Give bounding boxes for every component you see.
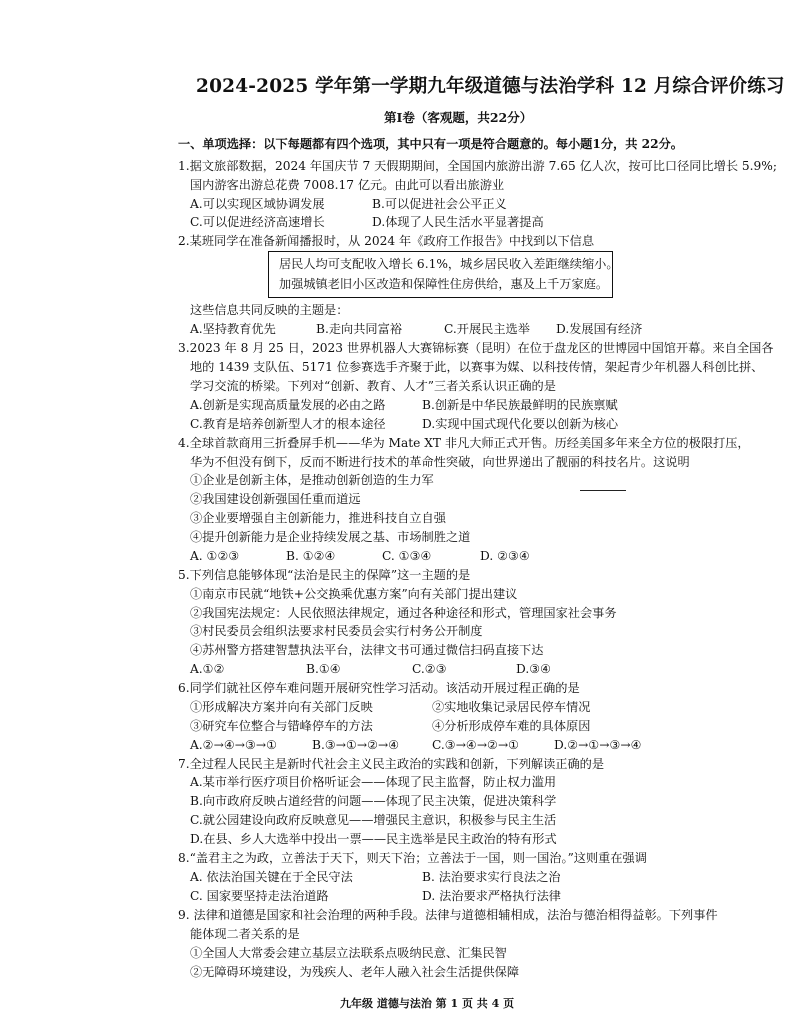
exam-title: 2024-2025 学年第一学期九年级道德与法治学科 12 月综合评价练习 [196, 76, 785, 97]
q9-item: ①全国人大常委会建立基层立法联系点吸纳民意、汇集民智 [190, 946, 507, 960]
q9-stem-line: 能体现二者关系的是 [190, 927, 300, 941]
q4-item: ③企业要增强自主创新能力，推进科技自立自强 [190, 511, 446, 525]
q4-stem-line: 4.全球首款商用三折叠屏手机——华为 Mate XT 非凡大师正式开售。历经美国多年来全方位的极限打压， [178, 436, 750, 450]
q3-option-d: D.实现中国式现代化要以创新为核心 [422, 417, 619, 431]
q6-item: ②实地收集记录居民停车情况 [432, 700, 591, 714]
q4-option-d: D. ②③④ [480, 549, 530, 563]
q4-item: ④提升创新能力是企业持续发展之基、市场制胜之道 [190, 530, 471, 544]
q2-box-line: 居民人均可支配收入增长 6.1%，城乡居民收入差距继续缩小。 [279, 257, 619, 271]
q4-option-c: C. ①③④ [382, 549, 432, 563]
q8-option-b: B. 法治要求实行良法之治 [422, 870, 561, 884]
q6-option-b: B.③→①→②→④ [312, 738, 400, 752]
q6-item: ①形成解决方案并向有关部门反映 [190, 700, 373, 714]
q6-option-d: D.②→①→③→④ [554, 738, 642, 752]
q7-option-b: B.向市政府反映占道经营的问题——体现了民主决策，促进决策科学 [190, 794, 557, 808]
q7-stem: 7.全过程人民民主是新时代社会主义民主政治的实践和创新，下列解读正确的是 [178, 757, 605, 771]
q1-option-c: C.可以促进经济高速增长 [190, 215, 325, 229]
q1-stem-line: 1.据文旅部数据，2024 年国庆节 7 天假期期间，全国国内旅游出游 7.65 亿人次，按可比口径同比增长 5.9%; [178, 159, 777, 173]
q1-option-a: A.可以实现区域协调发展 [190, 197, 325, 211]
q1-option-b: B.可以促进社会公平正义 [372, 197, 507, 211]
q4-item: ①企业是创新主体，是推动创新创造的生力军 [190, 473, 434, 487]
q2-box-line: 加强城镇老旧小区改造和保障性住房供给，惠及上千万家庭。 [279, 277, 609, 291]
q7-option-c: C.就公园建设向政府反映意见——增强民主意识，积极参与民主生活 [190, 813, 557, 827]
q6-option-c: C.③→④→②→① [432, 738, 520, 752]
q8-stem: 8.“盖君主之为政，立善法于天下，则天下治；立善法于一国，则一国治。”这则重在强调 [178, 851, 647, 865]
answer-blank-line [580, 490, 626, 491]
q7-option-d: D.在县、乡人大选举中投出一票——民主选举是民主政治的特有形式 [190, 832, 557, 846]
q6-item: ④分析形成停车难的具体原因 [432, 719, 591, 733]
q5-item: ③村民委员会组织法要求村民委员会实行村务公开制度 [190, 624, 483, 638]
q8-option-d: D. 法治要求严格执行法律 [422, 889, 561, 903]
q4-option-a: A. ①②③ [190, 549, 240, 563]
q2-option-c: C.开展民主选举 [444, 322, 530, 336]
q5-item: ②我国宪法规定：人民依照法律规定，通过各种途径和形式，管理国家社会事务 [190, 606, 617, 620]
q3-option-c: C.教育是培养创新型人才的根本途径 [190, 417, 386, 431]
q3-option-a: A.创新是实现高质量发展的必由之路 [190, 398, 386, 412]
q2-option-b: B.走向共同富裕 [316, 322, 402, 336]
q3-stem-line: 地的 1439 支队伍、5171 位参赛选手齐聚于此，以赛事为媒、以科技传情，架起青少年机器人科创比拼、 [190, 360, 764, 374]
q6-stem: 6.同学们就社区停车难问题开展研究性学习活动。该活动开展过程正确的是 [178, 681, 580, 695]
q3-option-b: B.创新是中华民族最鲜明的民族禀赋 [422, 398, 618, 412]
q1-stem-line: 国内游客出游总花费 7008.17 亿元。由此可以看出旅游业 [190, 178, 505, 192]
q3-stem-line: 学习交流的桥梁。下列对“创新、教育、人才”三者关系认识正确的是 [190, 379, 556, 393]
exam-subtitle: 第Ⅰ卷（客观题，共22分） [384, 110, 533, 125]
q2-info-box [268, 251, 619, 298]
q2-stem: 2.某班同学在准备新闻播报时，从 2024 年《政府工作报告》中找到以下信息 [178, 234, 595, 248]
q9-item: ②无障碍环境建设，为残疾人、老年人融入社会生活提供保障 [190, 965, 520, 979]
q6-option-a: A.②→④→③→① [190, 738, 278, 752]
q5-item: ④苏州警方搭建智慧执法平台，法律文书可通过微信扫码直接下达 [190, 643, 544, 657]
q5-option-d: D.③④ [516, 662, 552, 676]
q2-option-a: A.坚持教育优先 [190, 322, 276, 336]
q5-option-c: C.②③ [412, 662, 447, 676]
q5-item: ①南京市民就“地铁+公交换乘优惠方案”向有关部门提出建议 [190, 587, 518, 601]
q4-item: ②我国建设创新强国任重而道远 [190, 492, 361, 506]
q5-option-b: B.①④ [306, 662, 341, 676]
q6-item: ③研究车位整合与错峰停车的方法 [190, 719, 373, 733]
q7-option-a: A.某市举行医疗项目价格听证会——体现了民主监督，防止权力滥用 [190, 775, 557, 789]
q3-stem-line: 3.2023 年 8 月 25 日，2023 世界机器人大赛锦标赛（昆明）在位于盘龙区的世博园中国馆开幕。来自全国各 [178, 341, 774, 355]
q5-stem: 5.下列信息能够体现“法治是民主的保障”这一主题的是 [178, 568, 471, 582]
q8-option-a: A. 依法治国关键在于全民守法 [190, 870, 353, 884]
q2-option-d: D.发展国有经济 [556, 322, 643, 336]
q5-option-a: A.①② [190, 662, 225, 676]
page-footer: 九年级 道德与法治 第 1 页 共 4 页 [340, 997, 515, 1010]
q4-stem-line: 华为不但没有倒下，反而不断进行技术的革命性突破，向世界递出了靓丽的科技名片。这说明 [190, 455, 690, 469]
q9-stem-line: 9. 法律和道德是国家和社会治理的两种手段。法律与道德相辅相成，法治与德治相得益彰。下列事件 [178, 908, 718, 922]
q1-option-d: D.体现了人民生活水平显著提高 [372, 215, 544, 229]
q8-option-c: C. 国家要坚持走法治道路 [190, 889, 329, 903]
section-heading: 一、单项选择：以下每题都有四个选项，其中只有一项是符合题意的。每小题1分，共 22分。 [178, 137, 683, 151]
q2-prompt: 这些信息共同反映的主题是： [190, 303, 349, 317]
q4-option-b: B. ①②④ [286, 549, 336, 563]
